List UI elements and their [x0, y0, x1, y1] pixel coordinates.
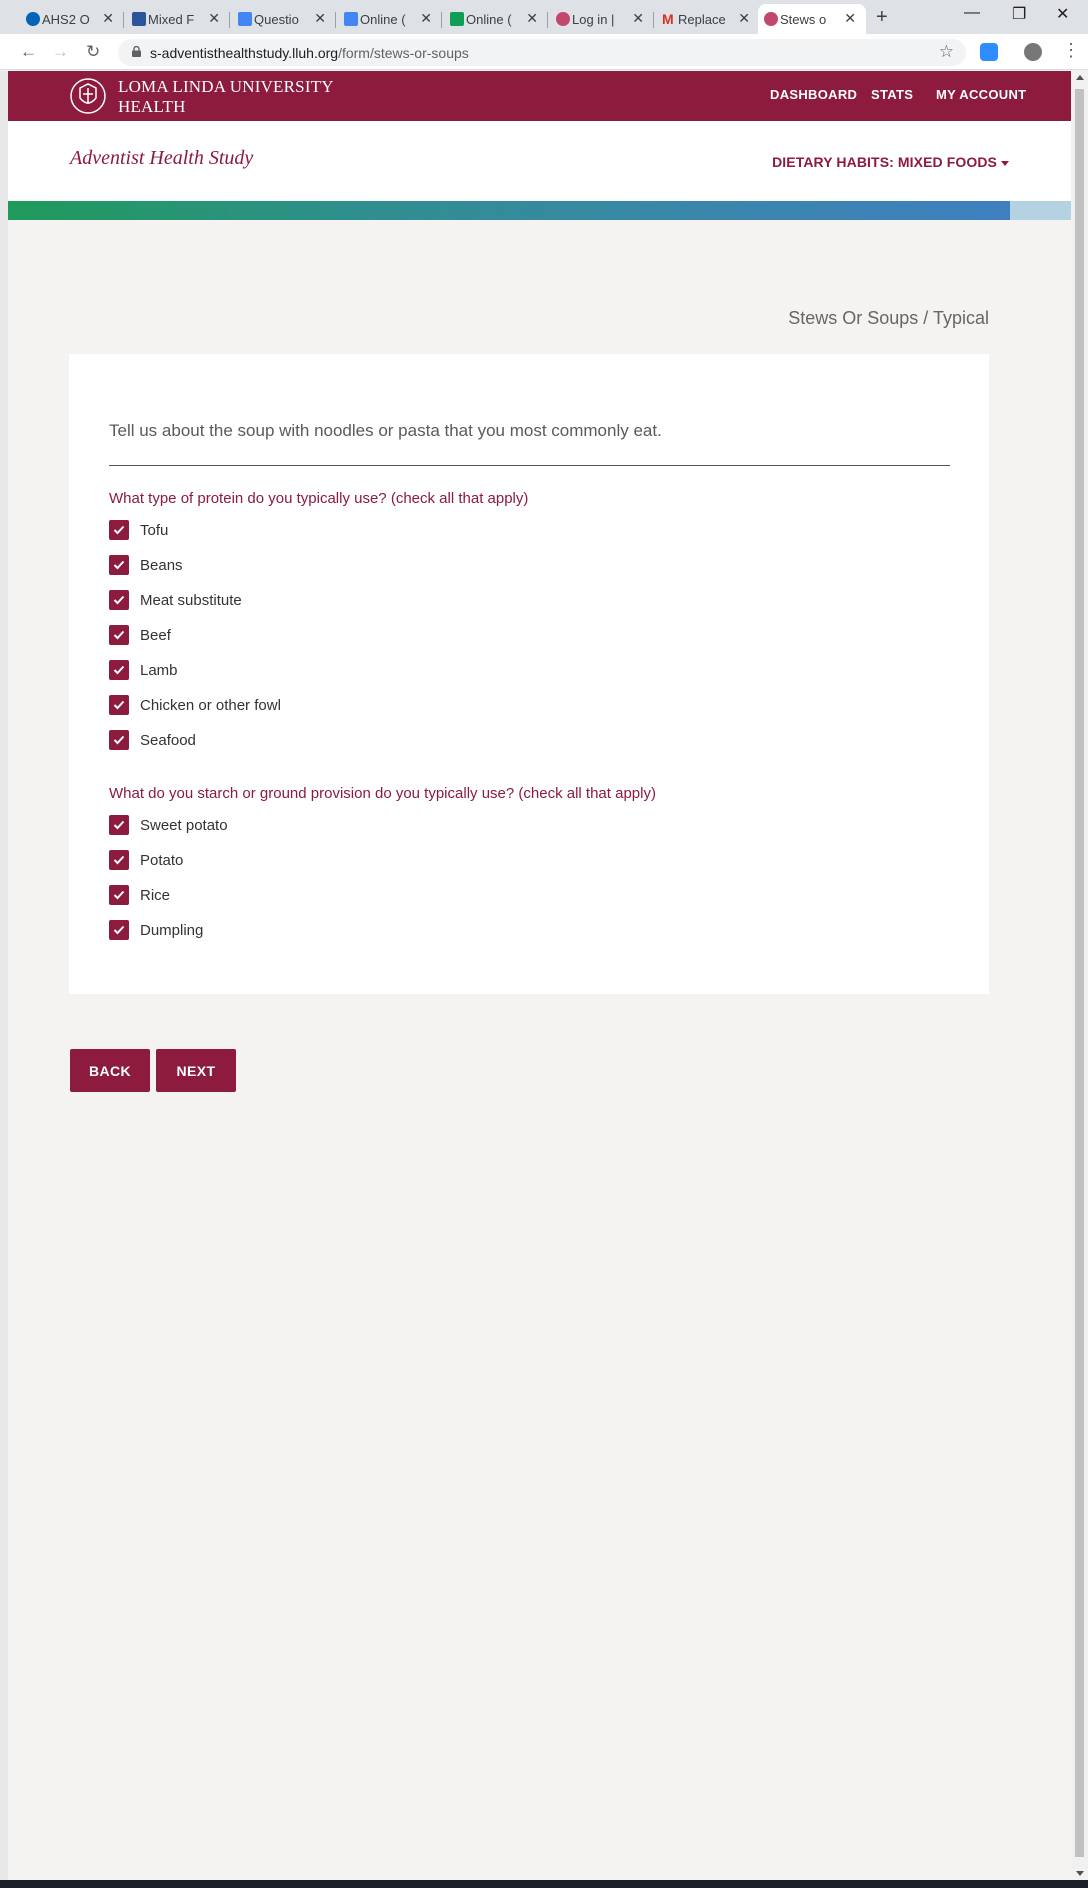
- page-scrollbar[interactable]: [1071, 71, 1088, 1880]
- protein-question-label: What type of protein do you typically use? (check all that apply): [109, 490, 529, 507]
- gmail-icon: M: [662, 11, 674, 27]
- checkmark-icon: [113, 525, 125, 535]
- checkmark-icon: [113, 735, 125, 745]
- restore-icon[interactable]: ❐: [1012, 6, 1027, 23]
- back-button[interactable]: BACK: [70, 1049, 150, 1092]
- sub-header: [8, 121, 1071, 201]
- browser-tab[interactable]: [126, 4, 230, 34]
- menu-dots-icon[interactable]: ⋮: [1062, 40, 1080, 60]
- checkbox[interactable]: [109, 625, 129, 645]
- checkbox[interactable]: [109, 885, 129, 905]
- word-icon: [132, 12, 146, 26]
- llu-icon: [556, 12, 570, 26]
- back-arrow-icon[interactable]: ←: [20, 42, 37, 61]
- next-button[interactable]: NEXT: [156, 1049, 236, 1092]
- nav-dashboard[interactable]: DASHBOARD: [770, 87, 858, 102]
- nav-stats[interactable]: STATS: [871, 87, 914, 102]
- checkmark-icon: [113, 925, 125, 935]
- tab-title: Online (: [466, 11, 512, 27]
- checkbox-option[interactable]: [109, 885, 170, 905]
- os-taskbar: [0, 1880, 1088, 1888]
- url-host: s-adventisthealthstudy.lluh.org: [150, 45, 339, 61]
- url-text: [150, 45, 469, 61]
- checkbox-label: Tofu: [140, 521, 169, 539]
- close-icon[interactable]: ✕: [844, 10, 856, 26]
- tab-title: Log in |: [572, 11, 615, 27]
- minimize-icon[interactable]: —: [964, 4, 980, 21]
- close-window-icon[interactable]: ✕: [1056, 6, 1070, 23]
- checkbox-label: Sweet potato: [140, 816, 228, 834]
- checkmark-icon: [113, 855, 125, 865]
- checkbox-option[interactable]: [109, 695, 281, 715]
- checkbox[interactable]: [109, 520, 129, 540]
- tab-title: Stews o: [780, 11, 827, 27]
- browser-toolbar: [0, 34, 1088, 70]
- browser-tab-active[interactable]: [758, 4, 866, 34]
- checkbox-option[interactable]: [109, 520, 168, 540]
- checkbox-option[interactable]: [109, 920, 203, 940]
- checkmark-icon: [113, 665, 125, 675]
- sheets-icon: [450, 12, 464, 26]
- checkbox-option[interactable]: [109, 730, 196, 750]
- form-card: [69, 354, 989, 994]
- checkbox[interactable]: [109, 920, 129, 940]
- llu-crest-icon: [68, 76, 108, 116]
- zoom-extension-icon[interactable]: [980, 43, 998, 61]
- question-title: Tell us about the soup with noodles or pasta that you most commonly eat.: [109, 421, 662, 440]
- browser-tab-strip: [0, 0, 1088, 34]
- progress-bar: [8, 201, 1071, 220]
- checkbox[interactable]: [109, 815, 129, 835]
- checkmark-icon: [113, 700, 125, 710]
- checkbox[interactable]: [109, 850, 129, 870]
- close-icon[interactable]: ✕: [102, 10, 114, 26]
- starch-question-label: What do you starch or ground provision do you typically use? (check all that apply): [109, 785, 656, 802]
- browser-tab[interactable]: [338, 4, 442, 34]
- close-icon[interactable]: ✕: [314, 10, 326, 26]
- checkmark-icon: [113, 630, 125, 640]
- checkbox-label: Seafood: [140, 731, 196, 749]
- checkbox[interactable]: [109, 590, 129, 610]
- checkbox-label: Dumpling: [140, 921, 204, 939]
- divider: [109, 465, 950, 466]
- browser-tab[interactable]: [232, 4, 336, 34]
- checkbox-option[interactable]: [109, 850, 183, 870]
- checkbox-label: Rice: [140, 886, 171, 904]
- checkmark-icon: [113, 560, 125, 570]
- docs-icon: [344, 12, 358, 26]
- checkmark-icon: [113, 820, 125, 830]
- tab-title: AHS2 O: [42, 11, 90, 27]
- url-path: /form/stews-or-soups: [338, 45, 469, 61]
- browser-tab[interactable]: [444, 4, 548, 34]
- site-header: [8, 71, 1071, 121]
- checkbox[interactable]: [109, 730, 129, 750]
- checkbox-label: Potato: [140, 851, 184, 869]
- close-icon[interactable]: ✕: [208, 10, 220, 26]
- progress-bar-fill: [8, 201, 1010, 220]
- study-brand[interactable]: Adventist Health Study: [70, 147, 254, 169]
- close-icon[interactable]: ✕: [526, 10, 538, 26]
- checkbox[interactable]: [109, 695, 129, 715]
- browser-tab[interactable]: [550, 4, 654, 34]
- checkmark-icon: [113, 595, 125, 605]
- tab-title: Mixed F: [148, 11, 195, 27]
- llu-icon: [764, 12, 778, 26]
- browser-tab[interactable]: [20, 4, 124, 34]
- close-icon[interactable]: ✕: [738, 10, 750, 26]
- browser-tab[interactable]: [656, 4, 760, 34]
- lock-icon: [132, 46, 141, 57]
- caret-down-icon: [1001, 161, 1009, 166]
- new-tab-icon[interactable]: +: [876, 6, 888, 28]
- onedrive-icon: [26, 12, 40, 26]
- checkbox-option[interactable]: [109, 660, 178, 680]
- checkbox-option[interactable]: [109, 590, 242, 610]
- logo-line-1: LOMA LINDA UNIVERSITY: [118, 77, 334, 96]
- forward-arrow-icon[interactable]: →: [52, 42, 69, 61]
- checkmark-icon: [113, 890, 125, 900]
- tab-title: Replace: [678, 11, 726, 27]
- close-icon[interactable]: ✕: [632, 10, 644, 26]
- profile-avatar-icon[interactable]: [1024, 43, 1042, 61]
- tab-title: Online (: [360, 11, 406, 27]
- scroll-up-arrow-icon[interactable]: [1076, 75, 1084, 80]
- checkbox-label: Lamb: [140, 661, 178, 679]
- close-icon[interactable]: ✕: [420, 10, 432, 26]
- section-dropdown[interactable]: [772, 154, 1009, 170]
- checkbox[interactable]: [109, 555, 129, 575]
- reload-icon[interactable]: ↻: [86, 42, 101, 61]
- checkbox-option[interactable]: [109, 815, 228, 835]
- checkbox-option[interactable]: [109, 555, 183, 575]
- window-edge: [0, 71, 8, 1880]
- address-bar[interactable]: [118, 39, 966, 66]
- tab-title: Questio: [254, 11, 299, 27]
- scrollbar-thumb[interactable]: [1075, 89, 1084, 1857]
- page-breadcrumb: Stews Or Soups / Typical: [788, 308, 989, 328]
- checkbox-label: Chicken or other fowl: [140, 696, 281, 714]
- page: [8, 71, 1071, 1880]
- scroll-down-arrow-icon[interactable]: [1076, 1871, 1084, 1876]
- checkbox[interactable]: [109, 660, 129, 680]
- section-dropdown-label: DIETARY HABITS: MIXED FOODS: [772, 154, 997, 170]
- nav-my-account[interactable]: MY ACCOUNT: [936, 87, 1027, 102]
- site-logo-text[interactable]: [118, 77, 334, 117]
- logo-line-2: HEALTH: [118, 97, 186, 116]
- checkbox-label: Beef: [140, 626, 171, 644]
- bookmark-star-icon[interactable]: ☆: [938, 42, 954, 61]
- checkbox-label: Beans: [140, 556, 183, 574]
- checkbox-option[interactable]: [109, 625, 171, 645]
- docs-icon: [238, 12, 252, 26]
- checkbox-label: Meat substitute: [140, 591, 242, 609]
